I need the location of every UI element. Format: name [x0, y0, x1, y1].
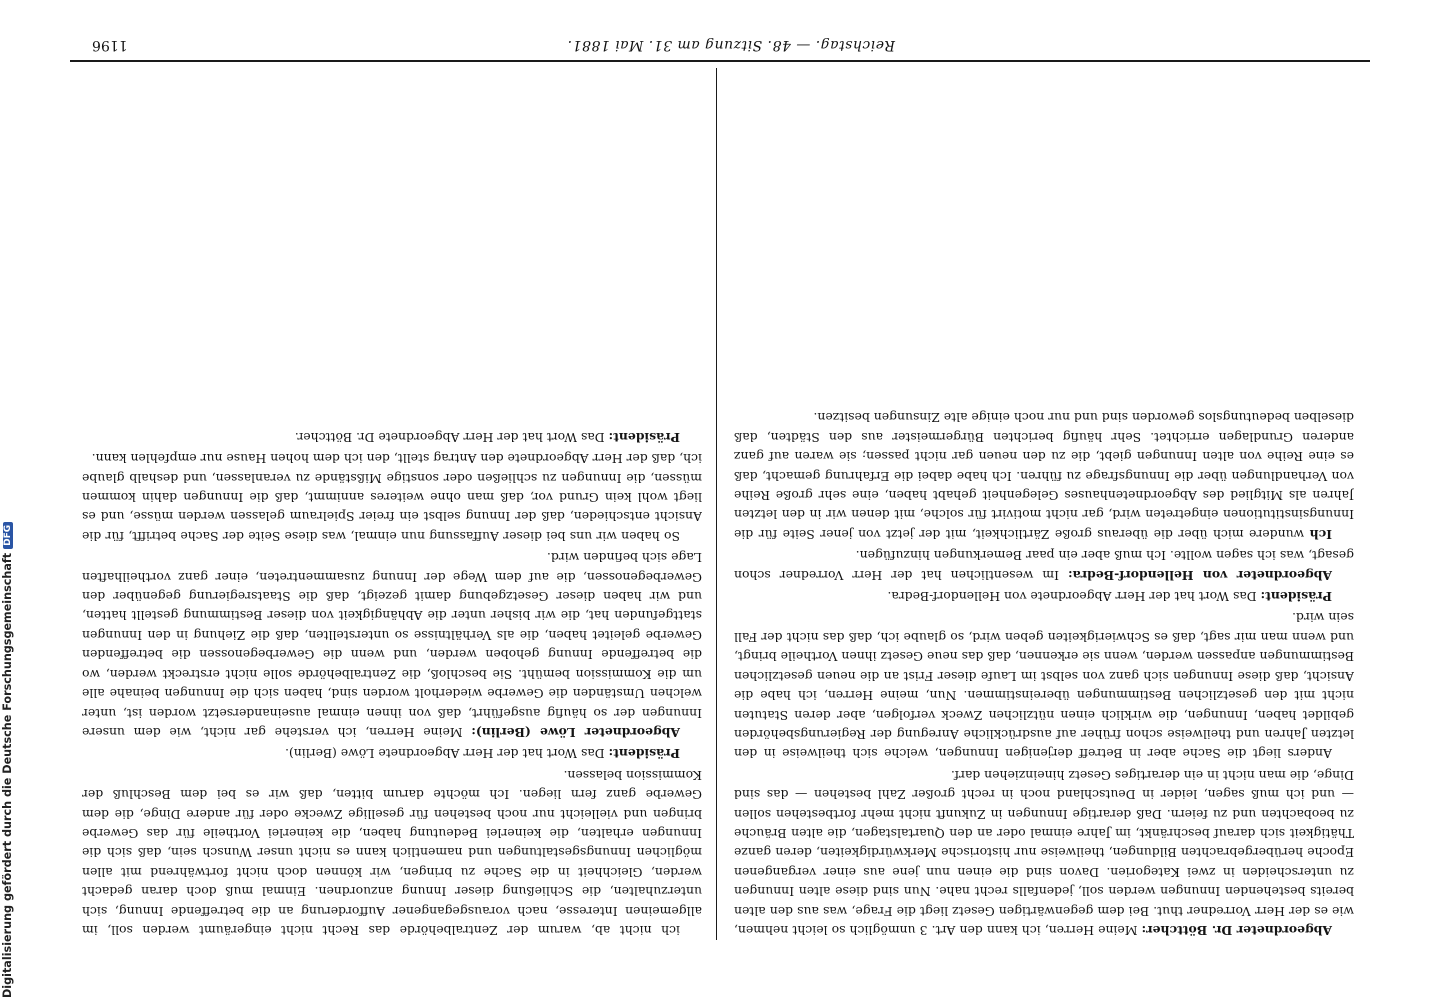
paragraph-text: Anders liegt die Sache aber in Betreff derjenigen Innungen, welche sich theilweise in den letzten Jahren und theilweise schon früher auf ausdrückliche Anregung der Regierungsbehörden gebildet haben, Innungen, die wirklich einen nützlichen Zweck verfolgen, aber deren Statuten nicht mit den gesetzlichen Bestimmungen übereinstimmen. Nun, meine Herren, ich habe die Ansicht, daß diese Innungen sich ganz von selbst im Laufe dieser Frist an die neuen gesetzlichen Bestimmungen anpassen werden, wenn sie erkennen, daß das neue Gesetz ihnen Vortheile bringt, und wenn man mir sagt, daß es Schwierigkeiten geben wird, so glaube ich, daß das nicht der Fall sein wird.: [734, 610, 1354, 762]
speaker-label: Präsident:: [1260, 589, 1332, 605]
paragraph-text: So haben wir uns bei dieser Auffassung nun einmal, was diese Seite der Sache betrifft, für die Ansicht entschieden, daß der Innung selbst ein freier Spielraum gelassen werden müsse, und es liegt wohl kein Grund vor, daß man ohne weiteres annimmt, daß die Innungen dahin kommen müssen, die Innungen zu schließen oder sonstige Mißstände zu veranlassen, und deshalb glaube ich, daß der Herr Abgeordnete den Antrag stellt, den ich dem hohen Hause nur empfehlen kann.: [82, 451, 702, 544]
dfg-logo-icon: DFG: [3, 522, 13, 549]
paragraph-text: wundere mich über die überaus große Zärtlichkeit, mit der jetzt von jener Seite für die Innungsinstitutionen eingetreten wird, gar nicht motivirt für solche, mit denen wir in den letzten Jahren als Mitglied des Abgeordnetenhauses Gelegenheit gehabt haben, eine sehr große Reihe von Verhandlungen über die Innungsfrage zu führen. Ich habe dabei die Erfahrung gemacht, daß es eine Reihe von alten Innungen giebt, die zu den neuen gar nicht passen; sie waren auf ganz anderen Grundlagen errichtet. Sehr häufig berichten Bürgermeister aus den Städten, daß dieselben bedeutungslos geworden sind und nur noch einige alte Zinsungen besitzen.: [734, 410, 1354, 542]
running-title: Reichstag. — 48. Sitzung am 31. Mai 1881.: [567, 37, 895, 53]
paragraph-text: Meine Herren, ich kann den Art. 3 unmöglich so leicht nehmen, wie es der Herr Vorredner thut. Bei dem gegenwärtigen Gesetz liegt die Frage, was aus den alten bereits bestehenden Innungen werden soll, jedenfalls recht nahe. Nun sind diese alten Innungen zu unterscheiden in zwei Kategorien. Davon sind die einen nun jene aus einer vergangenen Epoche herübergebrachten Bildungen, theilweise nur historische Merkwürdigkeiten, deren ganze Thätigkeit sich darauf beschränkt, im Jahre einmal oder an den Quartalstagen, die alten Bräuche zu beobachten und zu feiern. Daß derartige Innungen in Zukunft nicht mehr fortbestehen sollen — und ich muß sagen, leider in Deutschland noch in recht großer Zahl bestehen — das sind Dinge, die man nicht in ein derartiges Gesetz hineinziehen darf.: [734, 767, 1354, 938]
paragraph-text: ich nicht ab, warum der Zentralbehörde das Recht nicht eingeräumt werden soll, im allgemeinen Interesse, nach vorausgegangener Aufforderung an die betreffende Innung, sich unterzuhalten, die Schließung dieser Innung anzuordnen. Einmal muß doch daran gedacht werden, Gleichheit in die Sache zu bringen, wir können doch nicht fortwährend mit allen möglichen Innungsgestaltungen und namentlich kann es nicht unser Wunsch sein, daß sich die Innungen erhalten, die keinerlei Bedeutung haben, die keinerlei Vortheile für das Gewerbe bringen und vielleicht nur noch bestehen für gesellige Zwecke oder für andere Dinge, die dem Gewerbe ganz fern liegen. Ich möchte darum bitten, daß wir es bei dem Beschluß der Kommission belassen.: [82, 767, 702, 938]
credit-text: Digitalisierung gefördert durch die Deutsche Forschungsgemeinschaft: [1, 552, 14, 998]
text-column-right: [82, 68, 702, 940]
paragraph: [82, 449, 702, 546]
paragraph: [734, 408, 1354, 544]
speaker-label: Präsident:: [608, 746, 680, 762]
paragraph: [734, 765, 1354, 940]
text-column-left: [734, 68, 1354, 940]
page-number: 1196: [92, 37, 128, 53]
speaker-label: Abgeordneter von Hellendorf-Bedra:: [1068, 567, 1332, 583]
speaker-label: Präsident:: [608, 429, 680, 445]
speaker-label: Ich: [1309, 526, 1332, 542]
paragraph-text: Meine Herren, ich verstehe gar nicht, wie dem unsere Innungen der so häufig ausgeführt, daß von ihnen einmal auseinandersetzt worden ist, unter welchen Umständen die Gewerbe wiederholt worden sind, haben sich die Innungen beinahe alle um die Kommission bemüht. Sie beschloß, die Zentralbehörde solle nicht erstreckt werden, wo die betreffende Innung gehoben werden, und wenn die Gewerbegenossen die betreffenden Gewerbe geleitet haben, die als Verhältnisse so unterstellten, daß die Ziehung in den Innungen stattgefunden hat, die wir bisher unter die Abhängigkeit von dieser Bestimmung gestellt hatten, und wir haben dieser Gesetzgebung damit gezeigt, daß die Staatsregierung gegenüber den Gewerbegenossen, die auf dem Wege der Innung zusammentreten, einer ganz vortheilhaften Lage sich befinden wird.: [82, 550, 702, 740]
page-header: [70, 29, 1370, 55]
column-divider: [716, 68, 717, 940]
paragraph: [734, 587, 1354, 606]
paragraph: [734, 608, 1354, 763]
header-rule: [70, 61, 1370, 63]
paragraph-text: Das Wort hat der Herr Abgeordnete Löwe (Berlin).: [285, 746, 609, 762]
paragraph-text: Das Wort hat der Herr Abgeordnete Dr. Böttcher.: [294, 429, 609, 445]
paragraph-text: Im wesentlichen hat der Herr Vorredner schon gesagt, was ich sagen wollte. Ich muß aber ein paar Bemerkungen hinzufügen.: [734, 548, 1354, 583]
speaker-label: Abgeordneter Löwe (Berlin):: [471, 724, 680, 740]
speaker-label: Abgeordneter Dr. Böttcher:: [1141, 923, 1332, 938]
paragraph: [734, 546, 1354, 585]
paragraph: [82, 744, 702, 763]
paragraph: [82, 548, 702, 742]
paragraph: [82, 427, 702, 446]
paragraph: [82, 765, 702, 940]
paragraph-text: Das Wort hat der Herr Abgeordnete von Hellendorf-Bedra.: [887, 589, 1261, 605]
